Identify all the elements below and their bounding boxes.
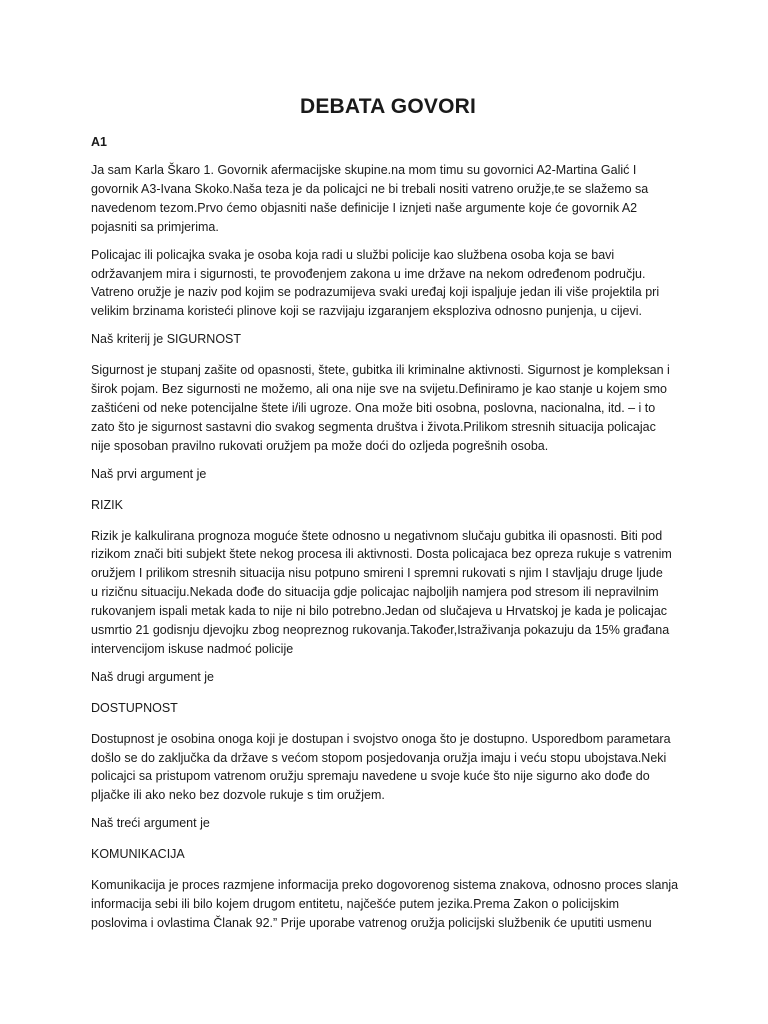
text-line: zaštićeni od neke potencijalne štete i/ili ugroze. Ona može biti osobna, poslovna, nacionalna, itd. – i to [91,400,656,415]
text-line: došlo se do zaključka da države s većom stopom posjedovanja oružja imaju i veću stopu ubojstava.Neki [91,750,667,765]
argument-two-intro: Naš drugi argument je [91,669,214,684]
text-line: Sigurnost je stupanj zašite od opasnosti, štete, gubitka ili kriminalne aktivnosti. Sigurnost je kompleksan i [91,363,670,378]
text-line: oružjem I prilikom stresnih situacija nisu potpuno smireni I spremni rukovati s njim I stavljaju druge ljude [91,566,663,581]
text-line: pljačke ili ako neko bez dozvole rukuje s tim oružjem. [91,788,385,803]
text-line: navedenom tezom.Prvo ćemo objasniti naše definicije I iznjeti naše argumente koje će govornik A2 [91,200,638,215]
section-heading: A1 [91,135,107,149]
text-line: održavanjem mira i sigurnosti, te provođenjem zakona u ime države na nekom određenom području. [91,266,646,281]
paragraph-risk [91,527,685,659]
text-line: govornik A3-Ivana Skoko.Naša teza je da policajci ne bi trebali nositi vatreno oružje,te se slažemo sa [91,181,649,196]
text-line: pojasniti sa primjerima. [91,219,219,234]
argument-one-name: RIZIK [91,497,123,512]
paragraph-availability [91,730,685,806]
text-line: Ja sam Karla Škaro 1. Govornik afermacijske skupine.na mom timu su govornici A2-Martina Galić I [91,163,637,177]
argument-one-intro: Naš prvi argument je [91,466,207,481]
argument-three-intro: Naš treći argument je [91,816,210,831]
paragraph-communication [91,876,685,933]
text-line: Vatreno oružje je naziv pod kojim se podrazumijeva svaki uređaj koji ispaljuje jedan ili više projektila pri [91,285,660,300]
argument-two-name: DOSTUPNOST [91,700,178,715]
text-line: Policajac ili policajka svaka je osoba koja radi u službi policije kao službena osoba koja se bavi [91,247,615,262]
paragraph-safety [91,361,685,456]
text-line: intervencijom iskuse nadmoć policije [91,641,294,656]
text-line: informacija sebi ili bilo kojem drugom entitetu, najčešće putem jezika.Prema Zakon o policijskim [91,897,620,911]
text-line: rukovanjem ispali metak kada to nije ni bilo potrebno.Jedan od slučajeva u Hrvatskoj je kada je policajac [91,604,668,619]
text-line: rizikom znači biti subjekt štete nekog procesa ili aktivnosti. Dosta policajaca bez opreza rukuje s vatrenim [91,547,672,562]
document-title: DEBATA GOVORI [299,95,477,118]
text-line: širok pojam. Bez sigurnosti ne možemo, ali ona nije sve na svijetu.Definiramo je kao stanje u kojem smo [91,382,667,397]
text-line: u rizičnu situaciju.Nekada dođe do situacija gdje policajac najboljih namjera pod stresom ili nepravilnim [91,585,659,600]
argument-three-name: KOMUNIKACIJA [91,847,185,862]
text-line: Komunikacija je proces razmjene informacija preko dogovorenog sistema znakova, odnosno proces slanja [91,878,679,893]
criterion-line: Naš kriterij je SIGURNOST [91,332,242,347]
text-line: Dostupnost je osobina onoga koji je dostupan i svojstvo onoga što je dostupno. Usporedbom parametara [91,731,671,746]
text-line: usmrtio 21 godisnju djevojku zbog neopreznog rukovanja.Također,Istraživanja pokazuju da 15% građana [91,623,670,638]
text-line: zato što je sigurnost sastavni dio svakog segmenta društva i života.Prilikom stresnih situacija policajac [91,419,656,434]
paragraph-introduction [91,161,685,237]
text-line: policajci sa pristupom vatrenom oružju spremaju navedene u svoje kuće što nije sigurno ako dođe do [91,769,650,784]
paragraph-definitions [91,246,685,322]
text-line: Rizik je kalkulirana prognoza moguće štete odnosno u negativnom slučaju gubitka ili opasnosti. Biti pod [91,528,663,543]
text-line: poslovima i ovlastima Članak 92.” Prije uporabe vatrenog oružja policijski službenik će uputiti usmenu [91,915,652,930]
document-body [91,92,685,942]
text-line: nije sposoban pravilno rukovati oružjem pa može doći do ozljeda pogrešnih osoba. [91,438,549,453]
text-line: velikim brzinama koristeći plinove koji se razvijaju izgaranjem eksploziva odnosno punjenja, u cijevi. [91,304,642,319]
